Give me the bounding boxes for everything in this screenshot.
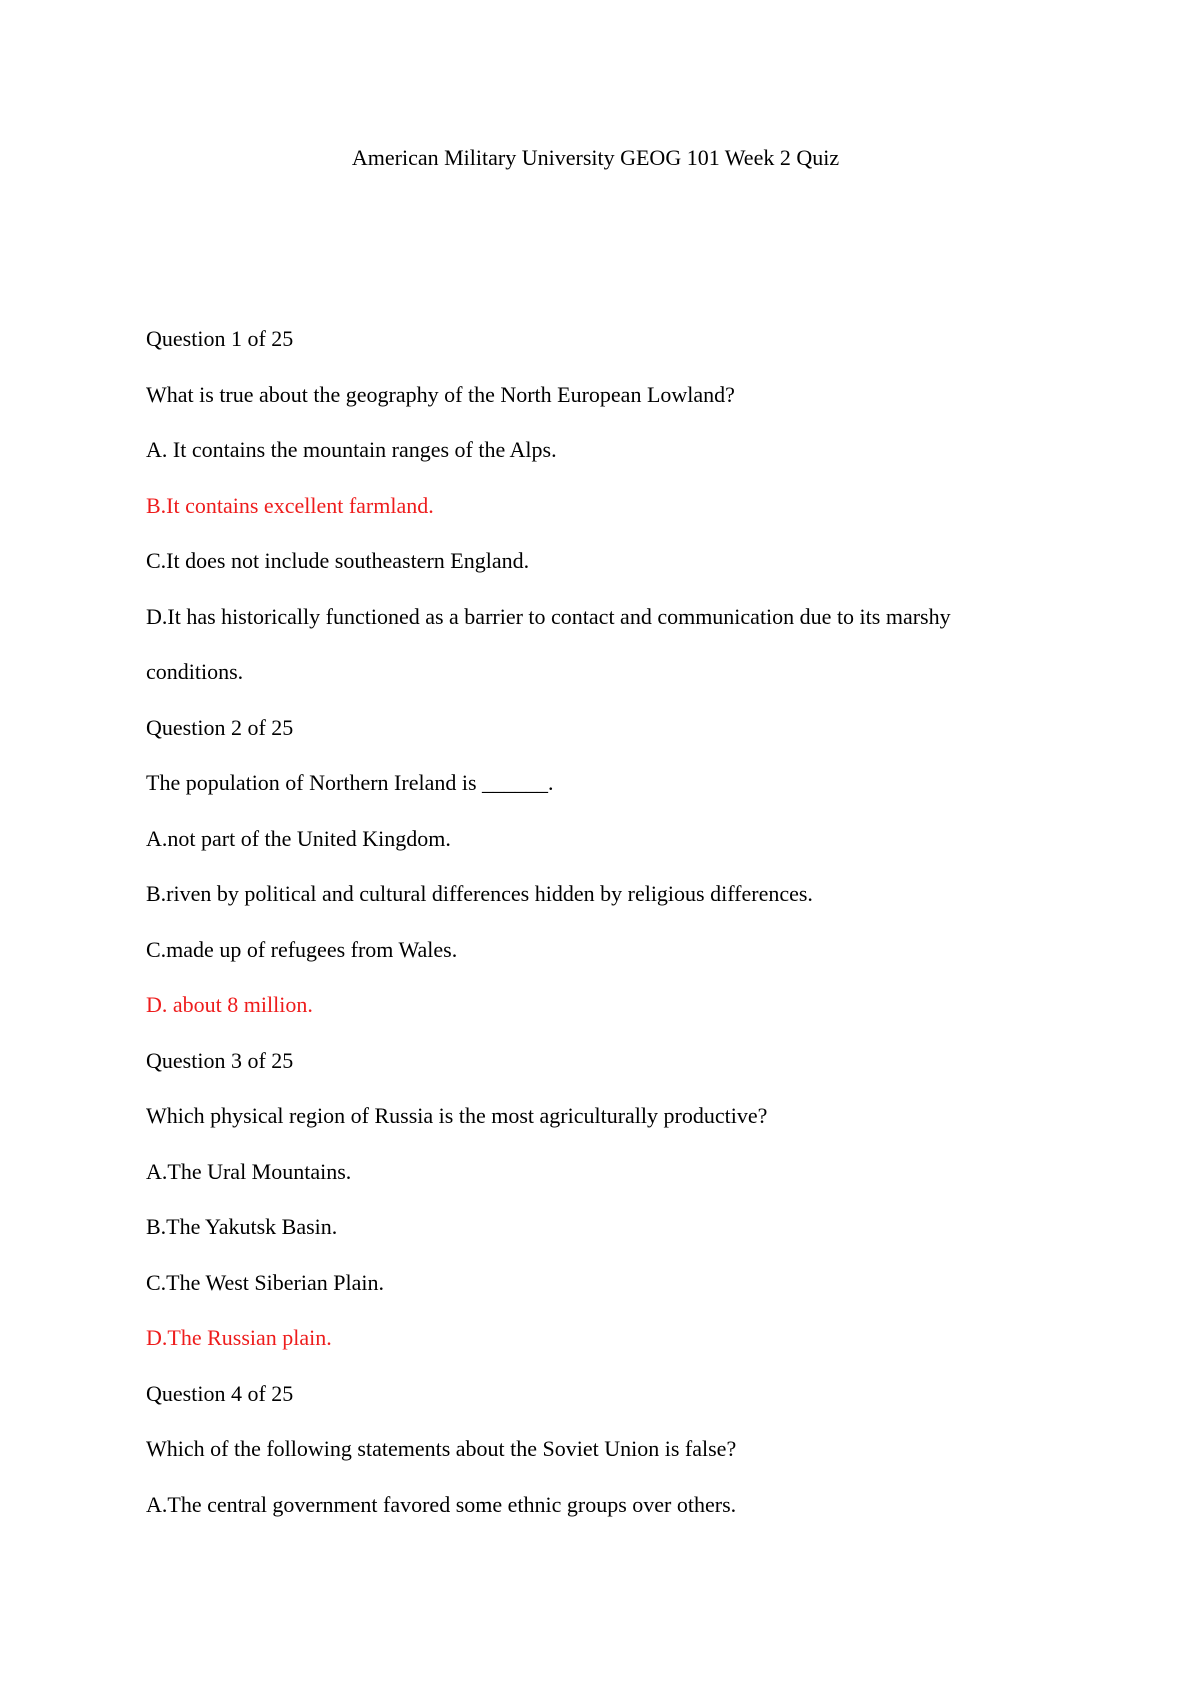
- document-title: American Military University GEOG 101 Week 2 Quiz: [351, 145, 840, 170]
- quiz-body: [146, 311, 1046, 1532]
- question-block: [146, 311, 1046, 700]
- answer-option: C.made up of refugees from Wales.: [146, 936, 458, 962]
- answer-option: C.It does not include southeastern England.: [146, 548, 530, 573]
- question-header: Question 1 of 25: [146, 326, 294, 351]
- question-block: [146, 1366, 1046, 1533]
- question-block: [146, 1033, 1046, 1366]
- answer-option: C.The West Siberian Plain.: [146, 1269, 384, 1295]
- answer-option-correct: D. about 8 million.: [146, 992, 313, 1017]
- answer-option-correct: D.The Russian plain.: [146, 1325, 332, 1350]
- answer-option: A.The Ural Mountains.: [146, 1158, 352, 1184]
- answer-option: B.The Yakutsk Basin.: [146, 1214, 338, 1239]
- question-block: [146, 700, 1046, 1033]
- answer-option: B.riven by political and cultural differences hidden by religious differences.: [146, 881, 813, 906]
- question-header: Question 4 of 25: [146, 1380, 294, 1406]
- question-header: Question 2 of 25: [146, 714, 294, 740]
- answer-option: A.not part of the United Kingdom.: [146, 825, 451, 851]
- question-prompt: Which of the following statements about the Soviet Union is false?: [146, 1436, 737, 1461]
- question-prompt: The population of Northern Ireland is ______.: [146, 770, 554, 795]
- answer-option: D.It has historically functioned as a barrier to contact and communication due to its marshy conditions.: [146, 603, 951, 684]
- answer-option: A. It contains the mountain ranges of the Alps.: [146, 437, 557, 462]
- answer-option-correct: B.It contains excellent farmland.: [146, 492, 434, 518]
- question-prompt: Which physical region of Russia is the most agriculturally productive?: [146, 1103, 768, 1128]
- question-header: Question 3 of 25: [146, 1047, 294, 1073]
- question-prompt: What is true about the geography of the North European Lowland?: [146, 381, 735, 407]
- answer-option: A.The central government favored some ethnic groups over others.: [146, 1491, 737, 1517]
